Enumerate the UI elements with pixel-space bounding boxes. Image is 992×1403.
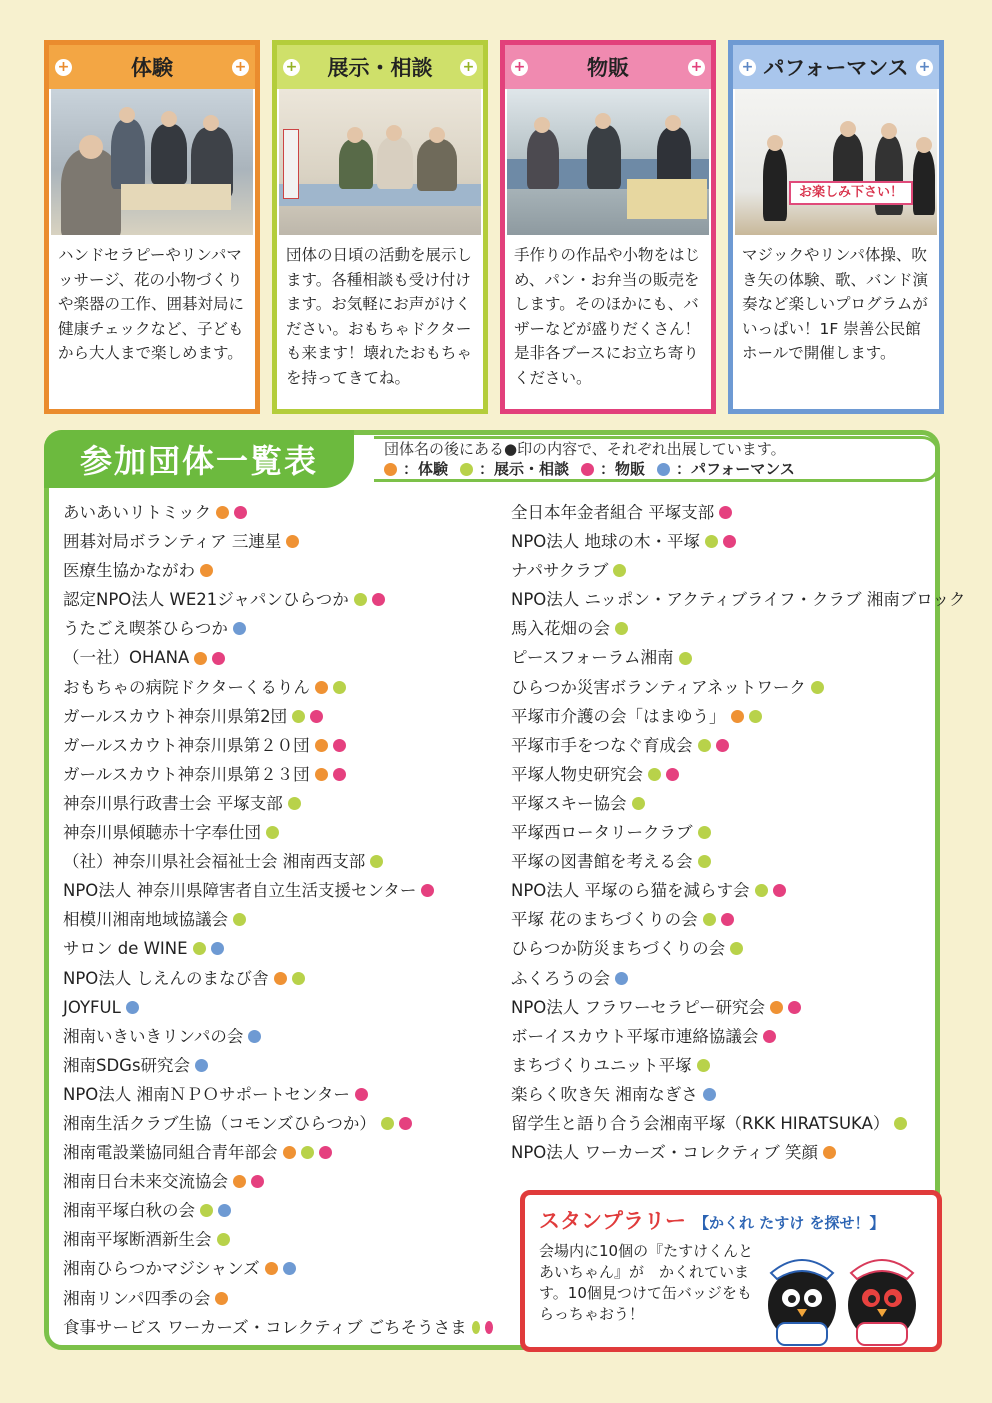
pink-dot-icon (581, 463, 594, 476)
org-row (63, 673, 493, 702)
card-title: 物販 (587, 56, 629, 80)
org-row (63, 934, 493, 963)
org-row (63, 1196, 493, 1225)
plus-icon: + (688, 59, 705, 76)
org-name: 湘南平塚断酒新生会 (63, 1230, 212, 1250)
legend-items (384, 459, 927, 479)
green-dot-icon (755, 884, 768, 897)
org-name: NPO法人 ニッポン・アクティブライフ・クラブ 湘南ブロック (511, 590, 966, 610)
org-row (63, 905, 493, 934)
green-dot-icon (354, 593, 367, 606)
feature-cards (44, 40, 944, 414)
pink-dot-icon (319, 1146, 332, 1159)
org-row (63, 1225, 493, 1254)
org-name: 湘南いきいきリンパの会 (63, 1026, 244, 1046)
pink-dot-icon (666, 768, 679, 781)
org-row (511, 1138, 941, 1167)
green-dot-icon (233, 913, 246, 926)
org-name: NPO法人 神奈川県障害者自立生活支援センター (63, 881, 417, 901)
org-row (511, 498, 941, 527)
org-row (511, 643, 941, 672)
org-row (63, 1254, 493, 1283)
org-name: 楽らく吹き矢 湘南なぎさ (511, 1084, 698, 1104)
org-name: 医療生協かながわ (63, 561, 195, 581)
org-row (511, 702, 941, 731)
pink-dot-icon (251, 1175, 264, 1188)
org-name: （社）神奈川県社会福祉士会 湘南西支部 (63, 852, 366, 872)
orange-dot-icon (274, 972, 287, 985)
org-row (511, 556, 941, 585)
green-dot-icon (632, 797, 645, 810)
org-row (511, 760, 941, 789)
plus-icon: + (739, 59, 756, 76)
orange-dot-icon (286, 535, 299, 548)
org-row (63, 964, 493, 993)
mascot-illustration-icon (757, 1243, 927, 1348)
org-name: （一社）OHANA (63, 648, 190, 668)
org-name: 平塚市介護の会「はまゆう」 (511, 706, 726, 726)
org-name: おもちゃの病院ドクターくるりん (63, 677, 310, 697)
green-dot-icon (613, 564, 626, 577)
orange-dot-icon (265, 1262, 278, 1275)
blue-dot-icon (126, 1001, 139, 1014)
org-name: 相模川湘南地域協議会 (63, 910, 228, 930)
blue-dot-icon (657, 463, 670, 476)
card-description: 団体の日頃の活動を展示します。各種相談も受け付けます。お気軽にお声がけください。おもちゃドクターも来ます！壊れたおもちゃを持ってきてね。 (286, 246, 473, 387)
green-dot-icon (333, 681, 346, 694)
org-name: 囲碁対局ボランティア 三連星 (63, 532, 282, 552)
card-sales (500, 40, 716, 414)
card-title: パフォーマンス (763, 56, 909, 80)
card-title: 体験 (131, 56, 173, 80)
list-title: 参加団体一覧表 (79, 442, 318, 480)
org-row (511, 964, 941, 993)
org-name: JOYFUL (63, 997, 121, 1017)
green-dot-icon (193, 942, 206, 955)
green-dot-icon (292, 972, 305, 985)
org-name: 湘南SDGs研究会 (63, 1055, 191, 1075)
pink-dot-icon (355, 1088, 368, 1101)
org-name: ピースフォーラム湘南 (511, 648, 674, 668)
org-row (63, 527, 493, 556)
pink-dot-icon (773, 884, 786, 897)
blue-dot-icon (218, 1204, 231, 1217)
pink-dot-icon (719, 506, 732, 519)
org-row (511, 1080, 941, 1109)
pink-dot-icon (721, 913, 734, 926)
org-name: 湘南ひらつかマジシャンズ (63, 1259, 260, 1279)
stamp-subtitle: 【かくれ たすけ を探せ！】 (694, 1214, 885, 1232)
list-header (44, 430, 940, 488)
legend-item-performance: ：パフォーマンス (657, 459, 795, 479)
photo-performance-stage (735, 89, 937, 235)
card-header (733, 45, 939, 89)
pink-dot-icon (212, 652, 225, 665)
orange-dot-icon (384, 463, 397, 476)
org-row (63, 643, 493, 672)
org-name: 認定NPO法人 WE21ジャパンひらつか (63, 590, 349, 610)
org-name: ひらつか防災まちづくりの会 (511, 939, 726, 959)
pink-dot-icon (485, 1321, 493, 1334)
org-name: ガールスカウト神奈川県第２０団 (63, 735, 310, 755)
org-row (63, 556, 493, 585)
stamp-title-row (539, 1205, 923, 1235)
org-row (511, 789, 941, 818)
org-name: 平塚市手をつなぐ育成会 (511, 735, 693, 755)
penguin-boy-icon (768, 1260, 836, 1345)
org-name: あいあいリトミック (63, 503, 212, 522)
org-row (63, 614, 493, 643)
pink-dot-icon (716, 739, 729, 752)
green-dot-icon (697, 1059, 710, 1072)
org-name: NPO法人 ワーカーズ・コレクティブ 笑顔 (511, 1143, 818, 1163)
org-row (63, 1109, 493, 1138)
org-name: NPO法人 地球の木・平塚 (511, 532, 701, 552)
blue-dot-icon (211, 942, 224, 955)
org-name: NPO法人 平塚のら猫を減らす会 (511, 881, 750, 901)
org-row (511, 731, 941, 760)
orange-dot-icon (215, 1292, 228, 1305)
org-row (511, 818, 941, 847)
org-row (63, 1167, 493, 1196)
green-dot-icon (811, 681, 824, 694)
org-name: 平塚の図書館を考える会 (511, 852, 693, 872)
org-row (511, 1022, 941, 1051)
org-row (511, 993, 941, 1022)
blue-dot-icon (248, 1030, 261, 1043)
pink-dot-icon (788, 1001, 801, 1014)
pink-dot-icon (310, 710, 323, 723)
org-name: 全日本年金者組合 平塚支部 (511, 503, 715, 522)
stamp-rally-box (520, 1190, 942, 1352)
blue-dot-icon (233, 622, 246, 635)
orange-dot-icon (194, 652, 207, 665)
plus-icon: + (916, 59, 933, 76)
card-header (277, 45, 483, 89)
org-row (63, 818, 493, 847)
legend-item-exhibit: ：展示・相談 (460, 459, 569, 479)
green-dot-icon (703, 913, 716, 926)
org-name: ボーイスカウト平塚市連絡協議会 (511, 1026, 759, 1046)
org-name: 湘南平塚白秋の会 (63, 1201, 195, 1221)
org-row (511, 673, 941, 702)
blue-dot-icon (615, 972, 628, 985)
org-list-left (63, 498, 493, 1342)
stamp-text: 会場内に10個の『たすけくんとあいちゃん』が かくれています。10個見つけて缶バッジをもらっちゃおう！ (539, 1242, 754, 1323)
legend-item-experience: ：体験 (384, 459, 448, 479)
green-dot-icon (749, 710, 762, 723)
org-name: ガールスカウト神奈川県第2団 (63, 706, 288, 726)
org-row (63, 760, 493, 789)
org-row (63, 731, 493, 760)
org-row (511, 1051, 941, 1080)
org-row (63, 1313, 493, 1342)
org-name: 平塚西ロータリークラブ (511, 823, 693, 843)
legend (374, 436, 940, 482)
org-row (511, 1109, 941, 1138)
org-name: 湘南電設業協同組合青年部会 (63, 1143, 278, 1163)
card-performance (728, 40, 944, 414)
penguin-girl-icon (848, 1260, 916, 1345)
org-name: NPO法人 フラワーセラピー研究会 (511, 997, 766, 1017)
org-name: 平塚 花のまちづくりの会 (511, 910, 698, 930)
photo-exhibit-booth (279, 89, 481, 235)
org-row (63, 789, 493, 818)
green-dot-icon (679, 652, 692, 665)
org-name: サロン de WINE (63, 939, 188, 959)
pink-dot-icon (723, 535, 736, 548)
org-row (63, 993, 493, 1022)
pink-dot-icon (333, 768, 346, 781)
legend-item-sales: ：物販 (581, 459, 645, 479)
stamp-title: スタンプラリー (539, 1209, 686, 1233)
card-description: マジックやリンパ体操、吹き矢の体験、歌、バンド演奏など楽しいプログラムがいっぱい！1F 崇善公民館ホールで開催します。 (742, 246, 929, 362)
pink-dot-icon (372, 593, 385, 606)
org-name: 馬入花畑の会 (511, 619, 610, 639)
orange-dot-icon (823, 1146, 836, 1159)
blue-dot-icon (195, 1059, 208, 1072)
green-dot-icon (698, 739, 711, 752)
plus-icon: + (55, 59, 72, 76)
org-row (63, 498, 493, 527)
photo-sales-booth (507, 89, 709, 235)
org-name: 留学生と語り合う会湘南平塚（RKK HIRATSUKA） (511, 1113, 890, 1133)
org-list-right (511, 498, 966, 1167)
org-name: 食事サービス ワーカーズ・コレクティブ ごちそうさま (63, 1317, 467, 1337)
blue-dot-icon (703, 1088, 716, 1101)
org-row (63, 847, 493, 876)
org-name: ガールスカウト神奈川県第２３団 (63, 764, 310, 784)
pink-dot-icon (763, 1030, 776, 1043)
green-dot-icon (266, 826, 279, 839)
org-row (511, 614, 941, 643)
green-dot-icon (698, 855, 711, 868)
org-name: まちづくりユニット平塚 (511, 1055, 692, 1075)
plus-icon: + (232, 59, 249, 76)
card-experience (44, 40, 260, 414)
photo-go-game (51, 89, 253, 235)
orange-dot-icon (315, 681, 328, 694)
orange-dot-icon (315, 768, 328, 781)
org-name: ふくろうの会 (511, 968, 610, 988)
plus-icon: + (460, 59, 477, 76)
org-row (511, 934, 941, 963)
green-dot-icon (615, 622, 628, 635)
orange-dot-icon (731, 710, 744, 723)
green-dot-icon (730, 942, 743, 955)
org-row (511, 876, 941, 905)
org-row (511, 585, 966, 614)
org-row (63, 585, 493, 614)
org-name: 湘南生活クラブ生協（コモンズひらつか） (63, 1113, 376, 1133)
legend-note: 団体名の後にある●印の内容で、それぞれ出展しています。 (384, 440, 786, 458)
card-title: 展示・相談 (327, 56, 433, 80)
orange-dot-icon (216, 506, 229, 519)
green-dot-icon (301, 1146, 314, 1159)
pink-dot-icon (421, 884, 434, 897)
org-row (63, 1138, 493, 1167)
green-dot-icon (705, 535, 718, 548)
org-row (63, 1284, 493, 1313)
card-description: ハンドセラピーやリンパマッサージ、花の小物づくりや楽器の工作、囲碁対局に健康チェックなど、子どもから大人まで楽しめます。 (58, 246, 245, 362)
pink-dot-icon (399, 1117, 412, 1130)
list-title-pill (44, 430, 354, 488)
orange-dot-icon (315, 739, 328, 752)
org-name: ひらつか災害ボランティアネットワーク (511, 677, 806, 697)
org-name: 平塚スキー協会 (511, 793, 627, 813)
org-name: 湘南日台未来交流協会 (63, 1172, 228, 1192)
org-name: NPO法人 湘南ＮＰＯサポートセンター (63, 1084, 350, 1104)
org-row (511, 905, 941, 934)
org-row (63, 1022, 493, 1051)
green-dot-icon (648, 768, 661, 781)
org-row (63, 702, 493, 731)
pink-dot-icon (234, 506, 247, 519)
org-name: NPO法人 しえんのまなび舎 (63, 968, 269, 988)
green-dot-icon (217, 1233, 230, 1246)
plus-icon: + (511, 59, 528, 76)
green-dot-icon (381, 1117, 394, 1130)
org-name: 平塚人物史研究会 (511, 764, 643, 784)
card-header (49, 45, 255, 89)
green-dot-icon (460, 463, 473, 476)
org-row (63, 1051, 493, 1080)
blue-dot-icon (283, 1262, 296, 1275)
green-dot-icon (292, 710, 305, 723)
banner-sign: お楽しみ下さい！ (789, 181, 913, 205)
org-name: うたごえ喫茶ひらつか (63, 619, 228, 639)
green-dot-icon (200, 1204, 213, 1217)
org-row (63, 1080, 493, 1109)
card-header (505, 45, 711, 89)
green-dot-icon (472, 1321, 480, 1334)
green-dot-icon (370, 855, 383, 868)
org-row (511, 527, 941, 556)
org-name: 神奈川県傾聴赤十字奉仕団 (63, 823, 261, 843)
org-name: ナパサクラブ (511, 561, 609, 581)
org-row (511, 847, 941, 876)
orange-dot-icon (283, 1146, 296, 1159)
orange-dot-icon (770, 1001, 783, 1014)
green-dot-icon (698, 826, 711, 839)
card-exhibit (272, 40, 488, 414)
org-name: 神奈川県行政書士会 平塚支部 (63, 793, 283, 813)
orange-dot-icon (233, 1175, 246, 1188)
card-description: 手作りの作品や小物をはじめ、パン・お弁当の販売をします。そのほかにも、バザーなどが盛りだくさん！是非各ブースにお立ち寄りください。 (514, 246, 701, 387)
org-name: 湘南リンパ四季の会 (63, 1288, 211, 1308)
pink-dot-icon (333, 739, 346, 752)
orange-dot-icon (200, 564, 213, 577)
plus-icon: + (283, 59, 300, 76)
org-row (63, 876, 493, 905)
green-dot-icon (894, 1117, 907, 1130)
green-dot-icon (288, 797, 301, 810)
